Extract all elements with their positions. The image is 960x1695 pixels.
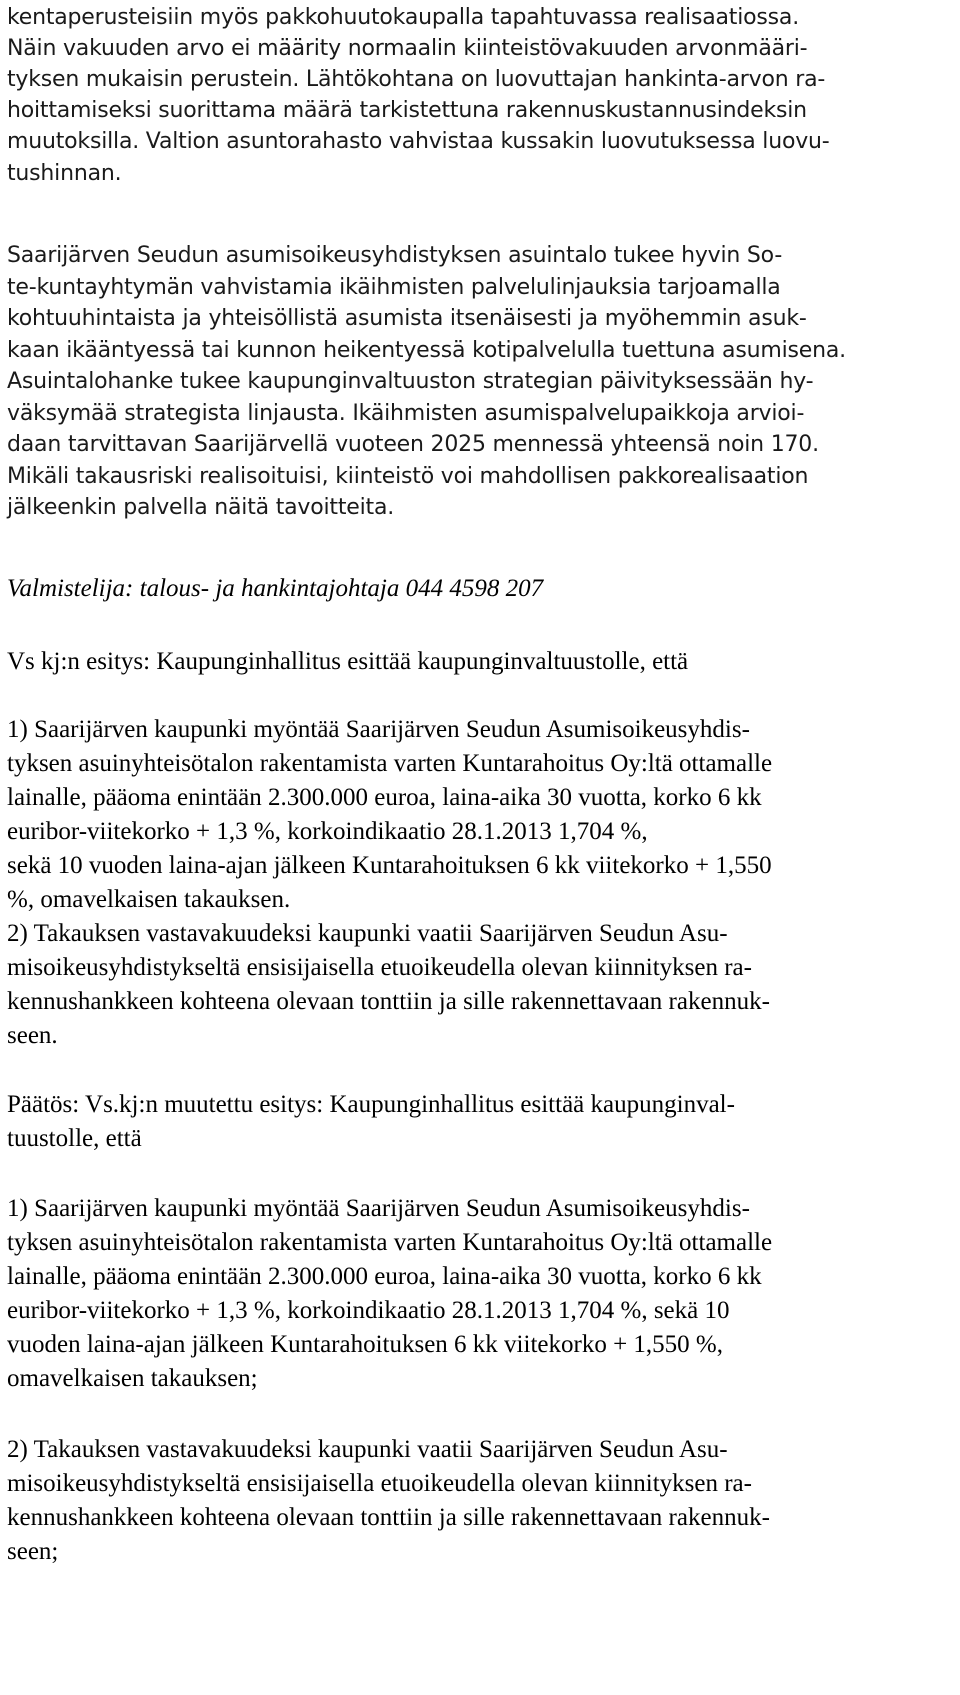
- preparer-line: Valmistelija: talous- ja hankintajohtaja 044 4598 207: [7, 575, 544, 602]
- text-line: omavelkaisen takauksen;: [7, 1365, 258, 1392]
- text-line: väksymää strategista linjausta. Ikäihmisten asumispalvelupaikkoja arvioi-: [7, 401, 805, 426]
- document-page: [7, 0, 960, 1695]
- text-line: Mikäli takausriski realisoituisi, kiinteistö voi mahdollisen pakkorealisaation: [7, 464, 809, 489]
- text-line: tushinnan.: [7, 161, 122, 186]
- proposal-heading: Vs kj:n esitys: Kaupunginhallitus esittää kaupunginvaltuustolle, että: [7, 648, 689, 675]
- text-line: Saarijärven Seudun asumisoikeusyhdistyksen asuintalo tukee hyvin So-: [7, 243, 783, 268]
- text-line: sekä 10 vuoden laina-ajan jälkeen Kuntarahoituksen 6 kk viitekorko + 1,550: [7, 852, 772, 879]
- text-line: daan tarvittavan Saarijärvellä vuoteen 2025 mennessä yhteensä noin 170.: [7, 432, 819, 457]
- text-line: tyksen asuinyhteisötalon rakentamista varten Kuntarahoitus Oy:ltä ottamalle: [7, 750, 773, 777]
- text-line: euribor-viitekorko + 1,3 %, korkoindikaatio 28.1.2013 1,704 %,: [7, 818, 648, 845]
- text-line: Asuintalohanke tukee kaupunginvaltuuston strategian päivityksessään hy-: [7, 369, 814, 394]
- text-line: 2) Takauksen vastavakuudeksi kaupunki vaatii Saarijärven Seudun Asu-: [7, 1436, 728, 1463]
- text-line: kohtuuhintaista ja yhteisöllistä asumista itsenäisesti ja myöhemmin asuk-: [7, 306, 807, 331]
- text-line: jälkeenkin palvella näitä tavoitteita.: [7, 495, 395, 520]
- text-line: te-kuntayhtymän vahvistamia ikäihmisten palvelulinjauksia tarjoamalla: [7, 275, 781, 300]
- text-line: kennushankkeen kohteena olevaan tonttiin ja sille rakennettavaan rakennuk-: [7, 988, 770, 1015]
- text-line: muutoksilla. Valtion asuntorahasto vahvistaa kussakin luovutuksessa luovu-: [7, 129, 830, 154]
- text-line: tyksen mukaisin perustein. Lähtökohtana on luovuttajan hankinta-arvon ra-: [7, 67, 826, 92]
- text-line: %, omavelkaisen takauksen.: [7, 886, 291, 913]
- text-line: 1) Saarijärven kaupunki myöntää Saarijärven Seudun Asumisoikeusyhdis-: [7, 716, 750, 743]
- text-line: seen.: [7, 1022, 58, 1049]
- text-line: kennushankkeen kohteena olevaan tonttiin ja sille rakennettavaan rakennuk-: [7, 1504, 770, 1531]
- text-line: Päätös: Vs.kj:n muutettu esitys: Kaupunginhallitus esittää kaupunginval-: [7, 1091, 735, 1118]
- text-line: kaan ikääntyessä tai kunnon heikentyessä kotipalvelulla tuettuna asumisena.: [7, 338, 846, 363]
- text-line: seen;: [7, 1538, 59, 1565]
- text-line: vuoden laina-ajan jälkeen Kuntarahoituksen 6 kk viitekorko + 1,550 %,: [7, 1331, 723, 1358]
- text-line: lainalle, pääoma enintään 2.300.000 euroa, laina-aika 30 vuotta, korko 6 kk: [7, 1263, 762, 1290]
- text-line: kentaperusteisiin myös pakkohuutokaupalla tapahtuvassa realisaatiossa.: [7, 5, 799, 30]
- text-line: misoikeusyhdistykseltä ensisijaisella etuoikeudella olevan kiinnityksen ra-: [7, 954, 752, 981]
- text-line: euribor-viitekorko + 1,3 %, korkoindikaatio 28.1.2013 1,704 %, sekä 10: [7, 1297, 730, 1324]
- text-line: misoikeusyhdistykseltä ensisijaisella etuoikeudella olevan kiinnityksen ra-: [7, 1470, 752, 1497]
- text-line: 2) Takauksen vastavakuudeksi kaupunki vaatii Saarijärven Seudun Asu-: [7, 920, 728, 947]
- text-line: tyksen asuinyhteisötalon rakentamista varten Kuntarahoitus Oy:ltä ottamalle: [7, 1229, 773, 1256]
- text-line: 1) Saarijärven kaupunki myöntää Saarijärven Seudun Asumisoikeusyhdis-: [7, 1195, 750, 1222]
- text-line: tuustolle, että: [7, 1125, 142, 1152]
- text-line: Näin vakuuden arvo ei määrity normaalin kiinteistövakuuden arvonmääri-: [7, 36, 808, 61]
- text-line: lainalle, pääoma enintään 2.300.000 euroa, laina-aika 30 vuotta, korko 6 kk: [7, 784, 762, 811]
- text-line: hoittamiseksi suorittama määrä tarkistettuna rakennuskustannusindeksin: [7, 98, 807, 123]
